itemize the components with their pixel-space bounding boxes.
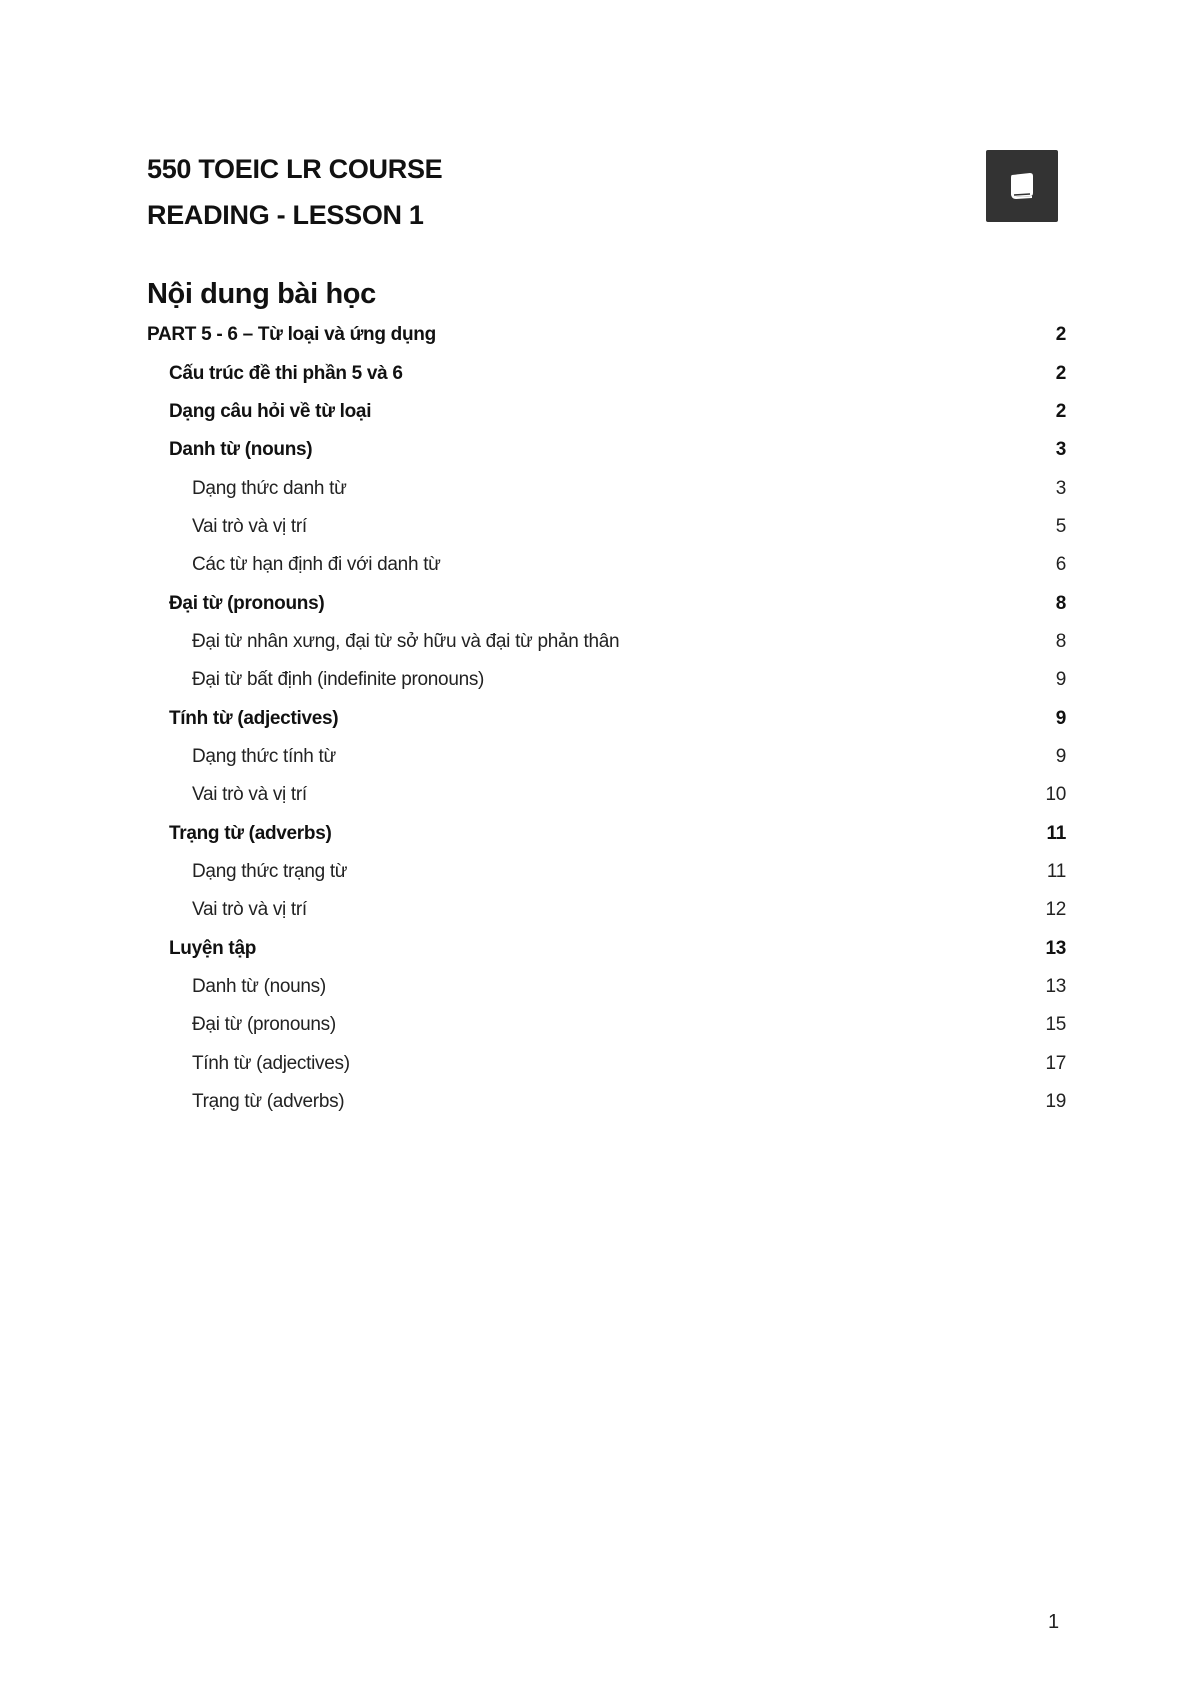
toc-entry-page: 8 <box>1055 630 1066 652</box>
toc-entry[interactable] <box>147 1006 1066 1044</box>
toc-entry-title: Tính từ (adjectives) <box>169 707 339 729</box>
toc-entry-page: 9 <box>1055 707 1066 729</box>
toc-entry[interactable] <box>147 853 1066 891</box>
toc-entry-title: Dạng thức danh từ <box>192 477 347 499</box>
toc-entry-title: Đại từ (pronouns) <box>192 1014 336 1036</box>
page-number: 1 <box>1048 1611 1060 1633</box>
toc-entry[interactable] <box>147 930 1066 968</box>
toc-entry-page: 6 <box>1055 554 1066 576</box>
toc-entry[interactable] <box>147 699 1066 737</box>
toc-entry-title: Dạng thức trạng từ <box>192 860 348 882</box>
toc-entry[interactable] <box>147 814 1066 852</box>
toc-entry[interactable] <box>147 623 1066 661</box>
table-of-contents <box>147 316 1066 1121</box>
toc-entry[interactable] <box>147 661 1066 699</box>
toc-entry-page: 10 <box>1045 784 1066 806</box>
toc-entry-title: Đại từ bất định (indefinite pronouns) <box>192 669 485 691</box>
toc-entry[interactable] <box>147 776 1066 814</box>
toc-entry-page: 9 <box>1055 745 1066 767</box>
toc-entry-title: Các từ hạn định đi với danh từ <box>192 554 441 576</box>
toc-entry[interactable] <box>147 393 1066 431</box>
toc-entry[interactable] <box>147 1083 1066 1121</box>
toc-entry[interactable] <box>147 546 1066 584</box>
toc-entry-title: Tính từ (adjectives) <box>192 1052 350 1074</box>
toc-entry-title: Vai trò và vị trí <box>192 899 307 921</box>
toc-entry[interactable] <box>147 316 1066 354</box>
toc-entry-title: Trạng từ (adverbs) <box>169 822 332 844</box>
book-icon <box>986 150 1058 222</box>
toc-entry-page: 12 <box>1045 899 1066 921</box>
toc-entry-page: 15 <box>1045 1014 1066 1036</box>
toc-entry[interactable] <box>147 968 1066 1006</box>
toc-entry[interactable] <box>147 354 1066 392</box>
course-title: 550 TOEIC LR COURSE <box>147 154 443 184</box>
toc-entry[interactable] <box>147 584 1066 622</box>
toc-entry-page: 2 <box>1055 400 1066 422</box>
toc-entry-page: 11 <box>1046 860 1066 882</box>
toc-entry-page: 3 <box>1055 477 1066 499</box>
toc-entry[interactable] <box>147 508 1066 546</box>
toc-entry-title: Danh từ (nouns) <box>169 439 313 461</box>
toc-entry-title: Trạng từ (adverbs) <box>192 1091 345 1113</box>
toc-entry-title: Dạng câu hỏi về từ loại <box>169 400 372 422</box>
toc-entry-title: Danh từ (nouns) <box>192 976 326 998</box>
toc-entry-title: Vai trò và vị trí <box>192 515 307 537</box>
toc-entry-title: Vai trò và vị trí <box>192 784 307 806</box>
toc-entry[interactable] <box>147 469 1066 507</box>
toc-entry[interactable] <box>147 1045 1066 1083</box>
book-icon-glyph <box>1002 166 1042 206</box>
toc-entry[interactable] <box>147 738 1066 776</box>
toc-entry-page: 8 <box>1055 592 1066 614</box>
toc-entry-page: 5 <box>1055 515 1066 537</box>
toc-entry-page: 11 <box>1046 822 1066 844</box>
toc-entry-page: 19 <box>1045 1091 1066 1113</box>
toc-entry-page: 13 <box>1045 937 1066 959</box>
toc-entry-title: Cấu trúc đề thi phần 5 và 6 <box>169 362 403 384</box>
toc-entry-title: Luyện tập <box>169 937 257 959</box>
toc-entry[interactable] <box>147 431 1066 469</box>
toc-entry-title: Dạng thức tính từ <box>192 745 336 767</box>
toc-entry[interactable] <box>147 891 1066 929</box>
toc-entry-page: 9 <box>1055 669 1066 691</box>
toc-entry-page: 2 <box>1055 324 1066 346</box>
toc-entry-title: PART 5 - 6 – Từ loại và ứng dụng <box>147 324 436 346</box>
lesson-title: READING - LESSON 1 <box>147 200 424 230</box>
toc-entry-page: 13 <box>1045 976 1066 998</box>
toc-entry-title: Đại từ (pronouns) <box>169 592 325 614</box>
toc-entry-page: 3 <box>1055 439 1066 461</box>
toc-entry-title: Đại từ nhân xưng, đại từ sở hữu và đại từ phản thân <box>192 630 620 652</box>
toc-entry-page: 2 <box>1055 362 1066 384</box>
toc-heading: Nội dung bài học <box>147 278 376 310</box>
toc-entry-page: 17 <box>1045 1052 1066 1074</box>
